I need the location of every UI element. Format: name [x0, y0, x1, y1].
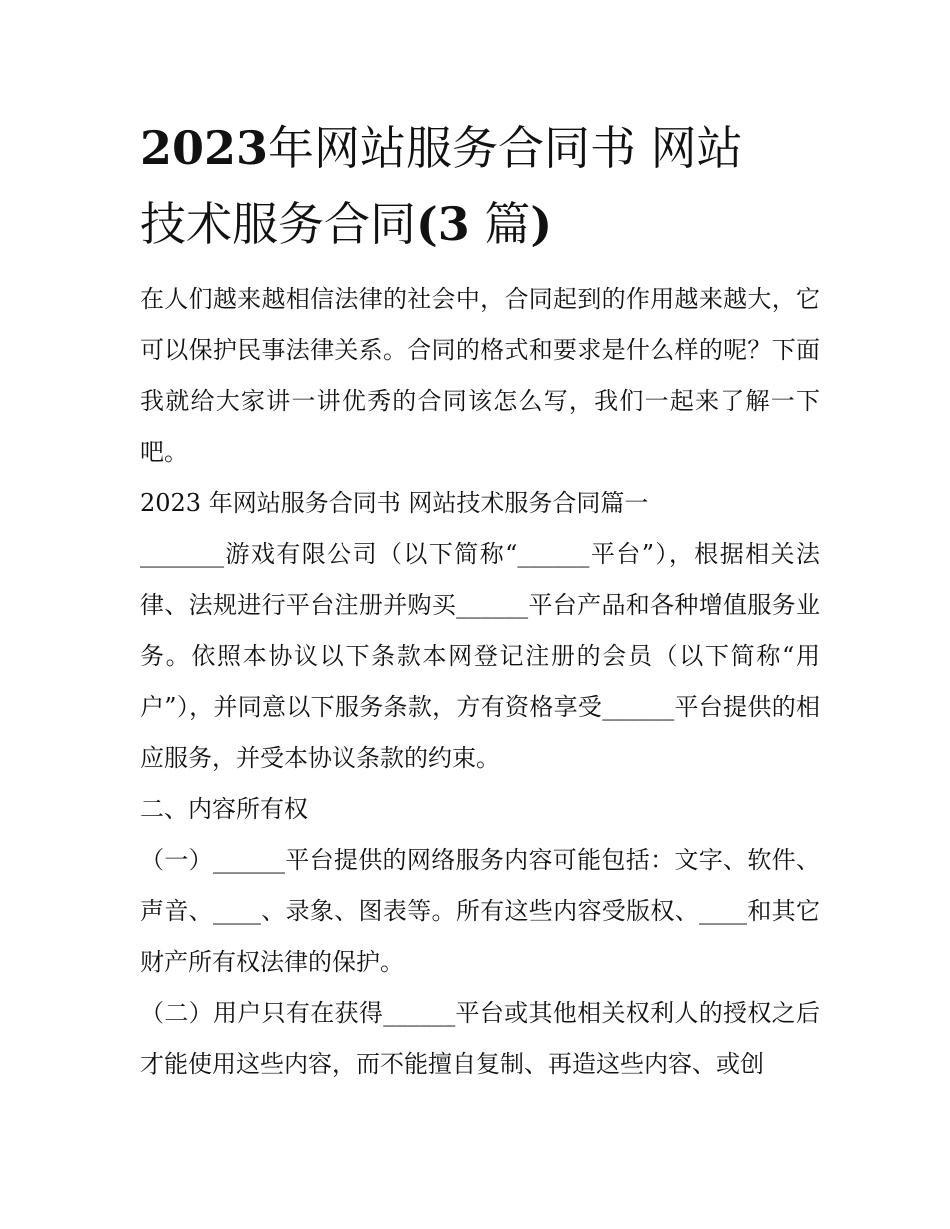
clause-one-paragraph: （一）______平台提供的网络服务内容可能包括：文字、软件、声音、____、录象、图表等。所有这些内容受版权、____和其它财产所有权法律的保护。: [140, 846, 820, 976]
title-line1-text: 年网站服务合同书 网站: [268, 121, 743, 175]
title-year: 2023: [140, 121, 269, 175]
title-count-open: (3: [416, 197, 470, 251]
section-heading-content-ownership: 二、内容所有权: [140, 795, 308, 823]
title-count-unit: 篇: [469, 197, 531, 251]
intro-paragraph: 在人们越来越相信法律的社会中，合同起到的作用越来越大，它可以保护民事法律关系。合同的格式和要求是什么样的呢？下面我就给大家讲一讲优秀的合同该怎么写，我们一起来了解一下吧。: [140, 285, 820, 466]
agreement-paragraph: _______游戏有限公司（以下简称“______平台”），根据相关法律、法规进行平台注册并购买______平台产品和各种增值服务业务。依照本协议以下条款本网登记注册的会员（以下简称“用户”），并同意以下服务条款，方有资格享受______平台提供的相应服务，并受本协议条款的约束。: [140, 540, 820, 772]
document-title: [140, 110, 820, 262]
clause-two-paragraph: （二）用户只有在获得______平台或其他相关权利人的授权之后才能使用这些内容，而不能擅自复制、再造这些内容、或创: [140, 999, 820, 1078]
title-count-close: ): [530, 197, 553, 251]
document-page: [140, 110, 820, 1090]
section-heading-part-one: 2023 年网站服务合同书 网站技术服务合同篇一: [140, 489, 649, 517]
title-line2-text: 技术服务合同: [140, 197, 416, 251]
